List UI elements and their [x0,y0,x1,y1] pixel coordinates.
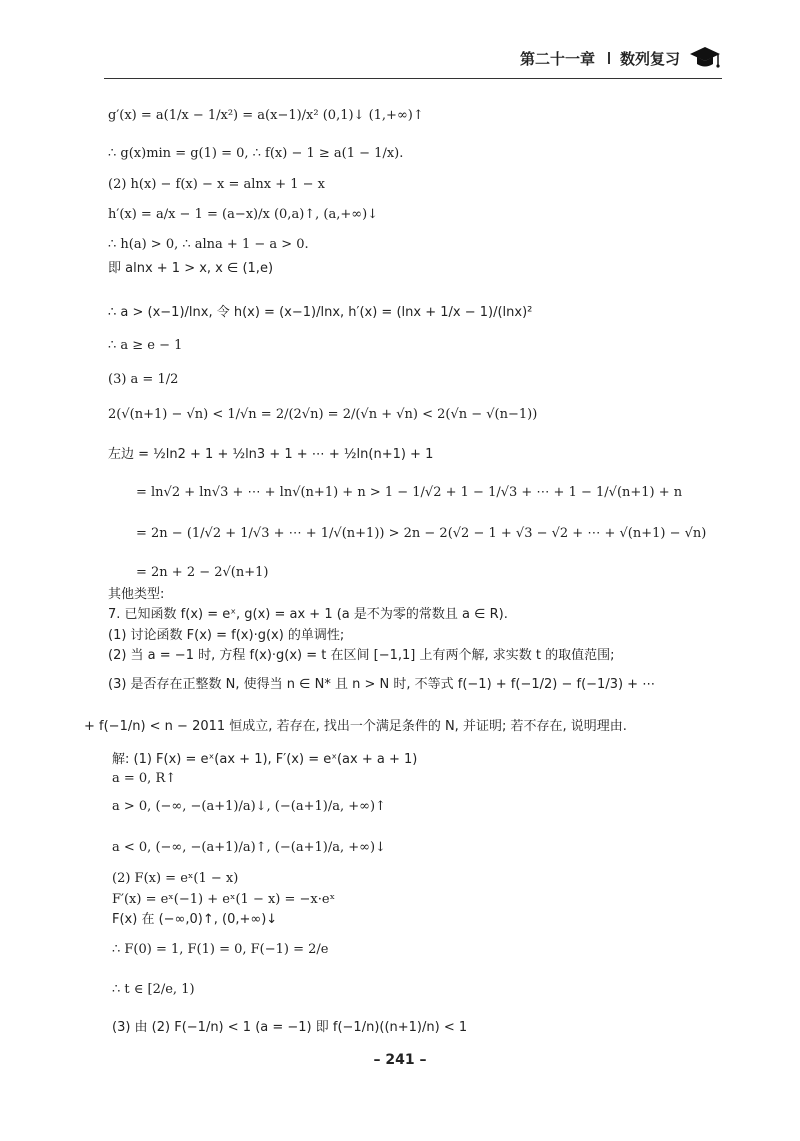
text-line: F′(x) = eˣ(−1) + eˣ(1 − x) = −x·eˣ [112,892,336,907]
text-line: 解: (1) F(x) = eˣ(ax + 1), F′(x) = eˣ(ax + a + 1) [112,752,418,767]
text-line: (3) 由 (2) F(−1/n) < 1 (a = −1) 即 f(−1/n)((n+1)/n) < 1 [112,1020,468,1035]
text-line: a > 0, (−∞, −(a+1)/a)↓, (−(a+1)/a, +∞)↑ [112,799,386,814]
text-line: = 2n + 2 − 2√(n+1) [136,565,269,580]
text-line: (2) F(x) = eˣ(1 − x) [112,871,239,886]
header-separator [608,52,610,64]
text-line: ∴ t ∈ [2/e, 1) [112,982,195,997]
text-line: ∴ h(a) > 0, ∴ alna + 1 − a > 0. [108,237,309,252]
text-line: (3) a = 1/2 [108,372,179,387]
text-line: 左边 = ½ln2 + 1 + ½ln3 + 1 + ⋯ + ½ln(n+1) + 1 [108,447,434,462]
text-line: = ln√2 + ln√3 + ⋯ + ln√(n+1) + n > 1 − 1/√2 + 1 − 1/√3 + ⋯ + 1 − 1/√(n+1) + n [136,485,683,500]
text-line: (2) h(x) − f(x) − x = alnx + 1 − x [108,177,326,192]
text-line: (2) 当 a = −1 时, 方程 f(x)·g(x) = t 在区间 [−1,1] 上有两个解, 求实数 t 的取值范围; [108,648,615,663]
text-line: + f(−1/n) < n − 2011 恒成立, 若存在, 找出一个满足条件的 N, 并证明; 若不存在, 说明理由. [84,719,627,734]
text-line: F(x) 在 (−∞,0)↑, (0,+∞)↓ [112,912,278,927]
text-line: (3) 是否存在正整数 N, 使得当 n ∈ N* 且 n > N 时, 不等式 f(−1) + f(−1/2) − f(−1/3) + ⋯ [108,677,656,692]
text-line: 7. 已知函数 f(x) = eˣ, g(x) = ax + 1 (a 是不为零的常数且 a ∈ R). [108,607,508,622]
text-line: ∴ a ≥ e − 1 [108,338,183,353]
text-line: a < 0, (−∞, −(a+1)/a)↑, (−(a+1)/a, +∞)↓ [112,840,386,855]
text-line: g′(x) = a(1/x − 1/x²) = a(x−1)/x² (0,1)↓ (1,+∞)↑ [108,108,424,123]
text-line: 即 alnx + 1 > x, x ∈ (1,e) [108,261,274,276]
text-line: ∴ a > (x−1)/lnx, 令 h(x) = (x−1)/lnx, h′(x) = (lnx + 1/x − 1)/(lnx)² [108,305,533,320]
text-line: = 2n − (1/√2 + 1/√3 + ⋯ + 1/√(n+1)) > 2n − 2(√2 − 1 + √3 − √2 + ⋯ + √(n+1) − √n) [136,526,707,541]
chapter-title: 第二十一章 [520,50,596,68]
text-line: ∴ g(x)min = g(1) = 0, ∴ f(x) − 1 ≥ a(1 − 1/x). [108,146,404,161]
page-number-value: 241 [385,1052,415,1068]
text-line: a = 0, R↑ [112,771,177,786]
section-title: 数列复习 [620,50,681,68]
text-line: (1) 讨论函数 F(x) = f(x)·g(x) 的单调性; [108,628,345,643]
text-line: ∴ F(0) = 1, F(1) = 0, F(−1) = 2/e [112,942,329,957]
page-number-dash-left: – [373,1052,386,1068]
graduation-cap-icon [688,44,722,70]
page-number-dash-right: – [414,1052,427,1068]
header-rule [104,78,722,79]
text-line: h′(x) = a/x − 1 = (a−x)/x (0,a)↑, (a,+∞)↓ [108,207,379,222]
text-line: 其他类型: [108,587,165,602]
running-header [520,44,720,70]
text-line: 2(√(n+1) − √n) < 1/√n = 2/(2√n) = 2/(√n + √n) < 2(√n − √(n−1)) [108,407,538,422]
page-number [360,1052,440,1068]
